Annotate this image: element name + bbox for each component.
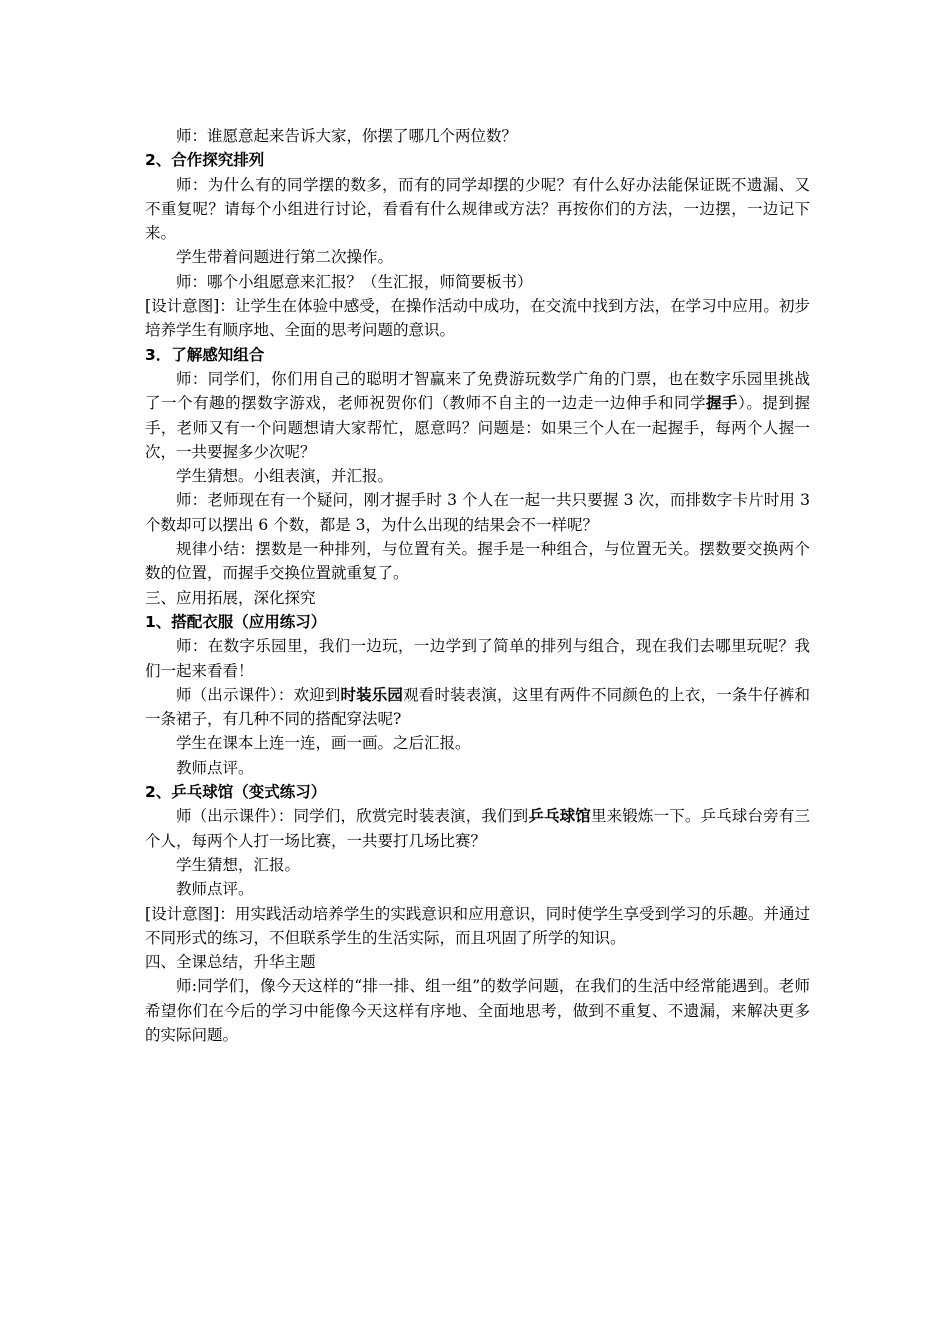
bold-keyword: 时装乐园	[340, 685, 404, 704]
paragraph: 师：在数字乐园里，我们一边玩，一边学到了简单的排列与组合，现在我们去哪里玩呢？我们一起来看看！	[145, 637, 810, 680]
section-heading: 2、乒乓球馆（变式练习）	[145, 783, 327, 802]
bold-keyword: 乒乓球馆	[528, 807, 591, 826]
paragraph: 规律小结：摆数是一种排列，与位置有关。握手是一种组合，与位置无关。摆数要交换两个数的位置，而握手交换位置就重复了。	[145, 540, 810, 583]
text-run: ）。提到握手，老师又有一个问题想请大家帮忙，愿意吗？问题是：如果三个人在一起握手，每两个人握一次，一共要握多少次呢？	[145, 394, 810, 461]
paragraph: 学生带着问题进行第二次操作。	[176, 248, 394, 267]
bold-keyword: 握手	[706, 394, 739, 413]
paragraph: 师:同学们，像今天这样的“排一排、组一组”的数学问题，在我们的生活中经常能遇到。老师希望你们在今后的学习中能像今天这样有序地、全面地思考，做到不重复、不遗漏，来解决更多的实际问题。	[145, 977, 810, 1044]
paragraph: 师：老师现在有一个疑问，刚才握手时 3 个人在一起一共只要握 3 次，而排数字卡片时用 3 个数却可以摆出 6 个数，都是 3，为什么出现的结果会不一样呢？	[145, 491, 810, 534]
paragraph: 学生猜想。小组表演，并汇报。	[176, 467, 394, 486]
section-heading: 1、搭配衣服（应用练习）	[145, 612, 327, 631]
paragraph	[145, 804, 810, 853]
paragraph: 教师点评。	[176, 880, 254, 899]
paragraph	[145, 367, 810, 464]
paragraph: 教师点评。	[176, 758, 254, 777]
section-heading: 3．了解感知组合	[145, 345, 265, 364]
document-body	[145, 124, 810, 1047]
paragraph	[145, 683, 810, 732]
text-run: 观看时装表演，这里有两件不同颜色的上衣，一条牛仔裤和一条裙子，有几种不同的搭配穿法呢?	[145, 685, 810, 729]
text-run: 师：同学们，你们用自己的聪明才智赢来了免费游玩数学广角的门票，也在数字乐园里挑战了一个有趣的摆数字游戏，老师祝贺你们（教师不自主的一边走一边伸手和同学	[145, 369, 810, 413]
chapter-heading: 四、全课总结，升华主题	[145, 953, 316, 972]
design-intent-note: [设计意图]：让学生在体验中感受，在操作活动中成功，在交流中找到方法，在学习中应用。初步培养学生有顺序地、全面的思考问题的意识。	[145, 297, 810, 340]
text-run: 师（出示课件）：欢迎到	[176, 685, 341, 704]
design-intent-note: [设计意图]：用实践活动培养学生的实践意识和应用意识，同时使学生享受到学习的乐趣。并通过不同形式的练习，不但联系学生的生活实际，而且巩固了所学的知识。	[145, 904, 810, 947]
paragraph: 师：为什么有的同学摆的数多，而有的同学却摆的少呢？有什么好办法能保证既不遗漏、又不重复呢？请每个小组进行讨论，看看有什么规律或方法？再按你们的方法，一边摆，一边记下来。	[145, 175, 810, 243]
paragraph: 师：谁愿意起来告诉大家，你摆了哪几个两位数？	[176, 127, 518, 145]
paragraph: 学生在课本上连一连，画一画。之后汇报。	[176, 734, 471, 753]
chapter-heading: 三、应用拓展，深化探究	[145, 588, 316, 607]
paragraph: 学生猜想，汇报。	[176, 855, 301, 874]
text-run: 师（出示课件）：同学们，欣赏完时装表演，我们到	[176, 807, 529, 826]
paragraph: 师：哪个小组愿意来汇报？（生汇报，师简要板书）	[176, 272, 533, 291]
section-heading: 2、合作探究排列	[145, 151, 265, 170]
text-run: 里来锻炼一下。乒乓球台旁有三个人，每两个人打一场比赛，一共要打几场比赛？	[145, 807, 810, 850]
